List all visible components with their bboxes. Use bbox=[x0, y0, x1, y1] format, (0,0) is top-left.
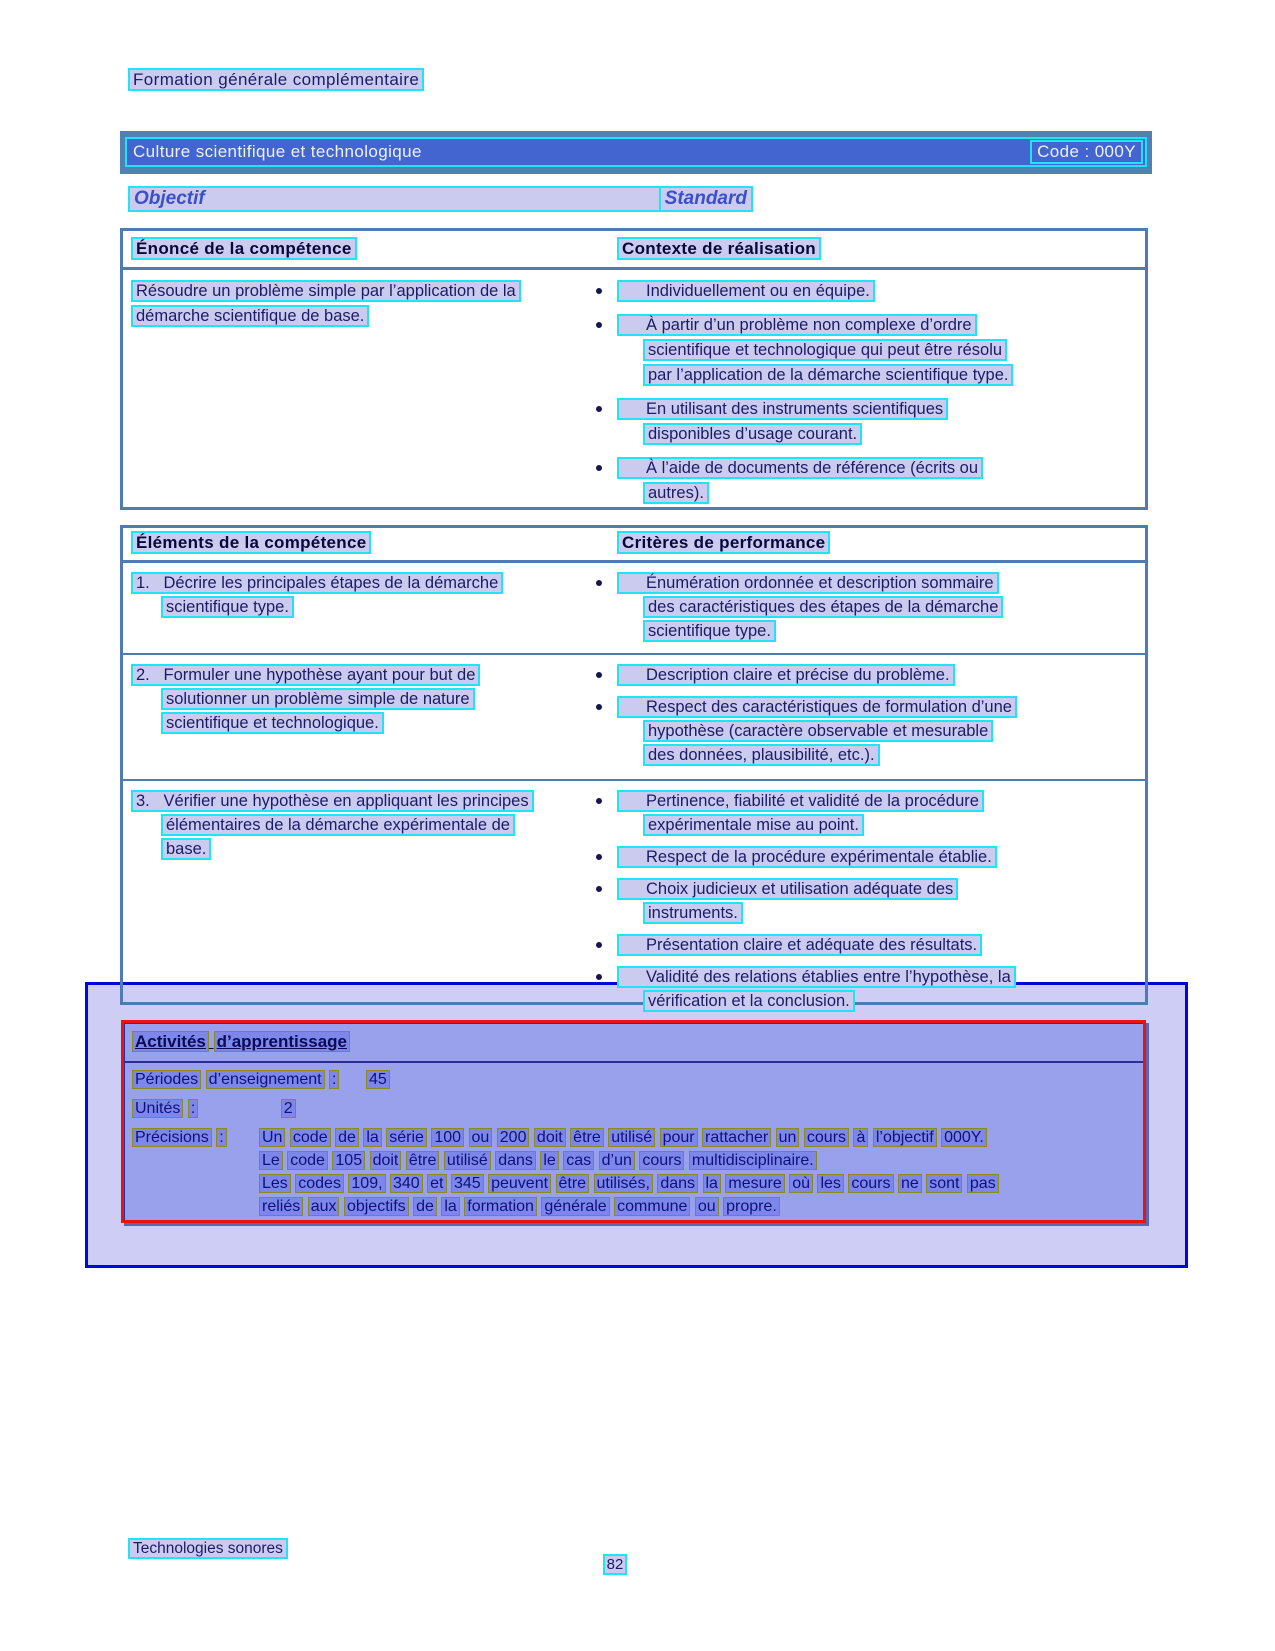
context-header: Contexte de réalisation bbox=[617, 237, 821, 260]
bullet-icon bbox=[622, 845, 646, 869]
context-bullet-list bbox=[617, 279, 1139, 506]
element-item-3: 3. Vérifier une hypothèse en appliquant les principes élémentaires de la démarche expérimentale de base. bbox=[131, 789, 612, 861]
page-number-text: 82 bbox=[603, 1554, 628, 1575]
statement-header: Énoncé de la compétence bbox=[131, 237, 357, 260]
learning-activities-box bbox=[121, 1020, 1146, 1223]
units-row bbox=[124, 1092, 1143, 1121]
bullet-icon bbox=[622, 279, 646, 304]
elements-header: Éléments de la compétence bbox=[131, 531, 371, 554]
objectif-standard-strip bbox=[128, 186, 753, 212]
list-item: Présentation claire et adéquate des résultats. bbox=[617, 933, 1139, 957]
element-item-1: 1. Décrire les principales étapes de la démarche scientifique type. bbox=[131, 571, 612, 619]
bullet-icon bbox=[622, 313, 646, 338]
precisions-label: Précisions : bbox=[132, 1126, 259, 1149]
bullet-icon bbox=[622, 663, 646, 687]
running-head-text: Formation générale complémentaire bbox=[128, 68, 424, 91]
list-item: Description claire et précise du problème. bbox=[617, 663, 1139, 687]
list-item: Respect de la procédure expérimentale établie. bbox=[617, 845, 1139, 869]
bullet-icon bbox=[622, 695, 646, 719]
table-row bbox=[123, 655, 1145, 781]
element-cell bbox=[123, 663, 612, 779]
criteria-bullet-list bbox=[617, 789, 1139, 1013]
periods-row bbox=[124, 1063, 1143, 1092]
list-item: À l’aide de documents de référence (écrits ou autres). bbox=[617, 456, 1139, 506]
activities-heading: Activités d’apprentissage bbox=[124, 1023, 1143, 1054]
criteria-header-cell bbox=[612, 533, 1145, 553]
statement-header-cell bbox=[123, 239, 612, 259]
bullet-icon bbox=[622, 965, 646, 989]
criteria-header: Critères de performance bbox=[617, 531, 830, 554]
page-number bbox=[560, 1556, 670, 1573]
criteria-bullet-list bbox=[617, 663, 1139, 767]
table-row bbox=[123, 781, 1145, 1008]
units-label: Unités : bbox=[132, 1099, 198, 1118]
list-item: En utilisant des instruments scientifiques disponibles d’usage courant. bbox=[617, 397, 1139, 447]
elements-table bbox=[120, 525, 1148, 1010]
list-item: Pertinence, fiabilité et validité de la procédure expérimentale mise au point. bbox=[617, 789, 1139, 837]
precisions-line: Un code de la série 100 ou 200 doit être utilisé pour rattacher un cours à l’objectif 000Y. bbox=[259, 1126, 1143, 1149]
bullet-icon bbox=[622, 789, 646, 813]
bullet-icon bbox=[622, 397, 646, 422]
precisions-text bbox=[259, 1126, 1143, 1218]
element-cell bbox=[123, 571, 612, 653]
competency-table bbox=[120, 228, 1148, 510]
list-item: Respect des caractéristiques de formulation d’une hypothèse (caractère observable et mesurable des données, plausibilité, etc.). bbox=[617, 695, 1139, 767]
course-header-strip bbox=[125, 137, 1147, 167]
competency-table-header bbox=[123, 231, 1145, 270]
course-title: Culture scientifique et technologique bbox=[133, 142, 422, 161]
table-row bbox=[123, 563, 1145, 655]
competency-statement: Résoudre un problème simple par l’application de la démarche scientifique de base. bbox=[131, 279, 612, 329]
periods-value: 45 bbox=[366, 1071, 390, 1088]
elements-header-cell bbox=[123, 533, 612, 553]
units-value: 2 bbox=[281, 1100, 296, 1117]
element-item-2: 2. Formuler une hypothèse ayant pour but de solutionner un problème simple de nature scientifique et technologique. bbox=[131, 663, 612, 735]
elements-table-header bbox=[123, 528, 1145, 563]
list-item: Énumération ordonnée et description sommaire des caractéristiques des étapes de la démarche scientifique type. bbox=[617, 571, 1139, 643]
bullet-icon bbox=[622, 571, 646, 595]
course-code: Code : 000Y bbox=[1030, 140, 1143, 164]
element-cell bbox=[123, 789, 612, 1008]
bullet-icon bbox=[622, 933, 646, 957]
precisions-line: reliés aux objectifs de la formation générale commune ou propre. bbox=[259, 1195, 1143, 1218]
course-header-bar bbox=[120, 131, 1152, 174]
precisions-line: Le code 105 doit être utilisé dans le cas d’un cours multidisciplinaire. bbox=[259, 1149, 1143, 1172]
criteria-cell bbox=[612, 789, 1145, 1008]
precisions-row bbox=[124, 1121, 1143, 1218]
competency-table-body bbox=[123, 270, 1145, 515]
running-head bbox=[128, 70, 424, 90]
periods-label: Périodes d’enseignement : bbox=[132, 1070, 339, 1089]
criteria-cell bbox=[612, 663, 1145, 779]
list-item: Choix judicieux et utilisation adéquate des instruments. bbox=[617, 877, 1139, 925]
footer-program-name bbox=[128, 1540, 288, 1558]
footer-program-text: Technologies sonores bbox=[128, 1538, 288, 1559]
criteria-cell bbox=[612, 571, 1145, 653]
context-cell bbox=[612, 279, 1145, 515]
standard-heading: Standard bbox=[659, 186, 753, 212]
statement-cell bbox=[123, 279, 612, 515]
criteria-bullet-list bbox=[617, 571, 1139, 643]
precisions-line: Les codes 109, 340 et 345 peuvent être utilisés, dans la mesure où les cours ne sont pas bbox=[259, 1172, 1143, 1195]
context-header-cell bbox=[612, 239, 1145, 259]
bullet-icon bbox=[622, 877, 646, 901]
bullet-icon bbox=[622, 456, 646, 481]
list-item: Individuellement ou en équipe. bbox=[617, 279, 1139, 304]
list-item: À partir d’un problème non complexe d’ordre scientifique et technologique qui peut être résolu par l’application de la démarche scientifique type. bbox=[617, 313, 1139, 388]
list-item: Validité des relations établies entre l’hypothèse, la vérification et la conclusion. bbox=[617, 965, 1139, 1013]
objectif-heading: Objectif bbox=[134, 188, 205, 209]
objectif-standard-row bbox=[128, 186, 753, 212]
